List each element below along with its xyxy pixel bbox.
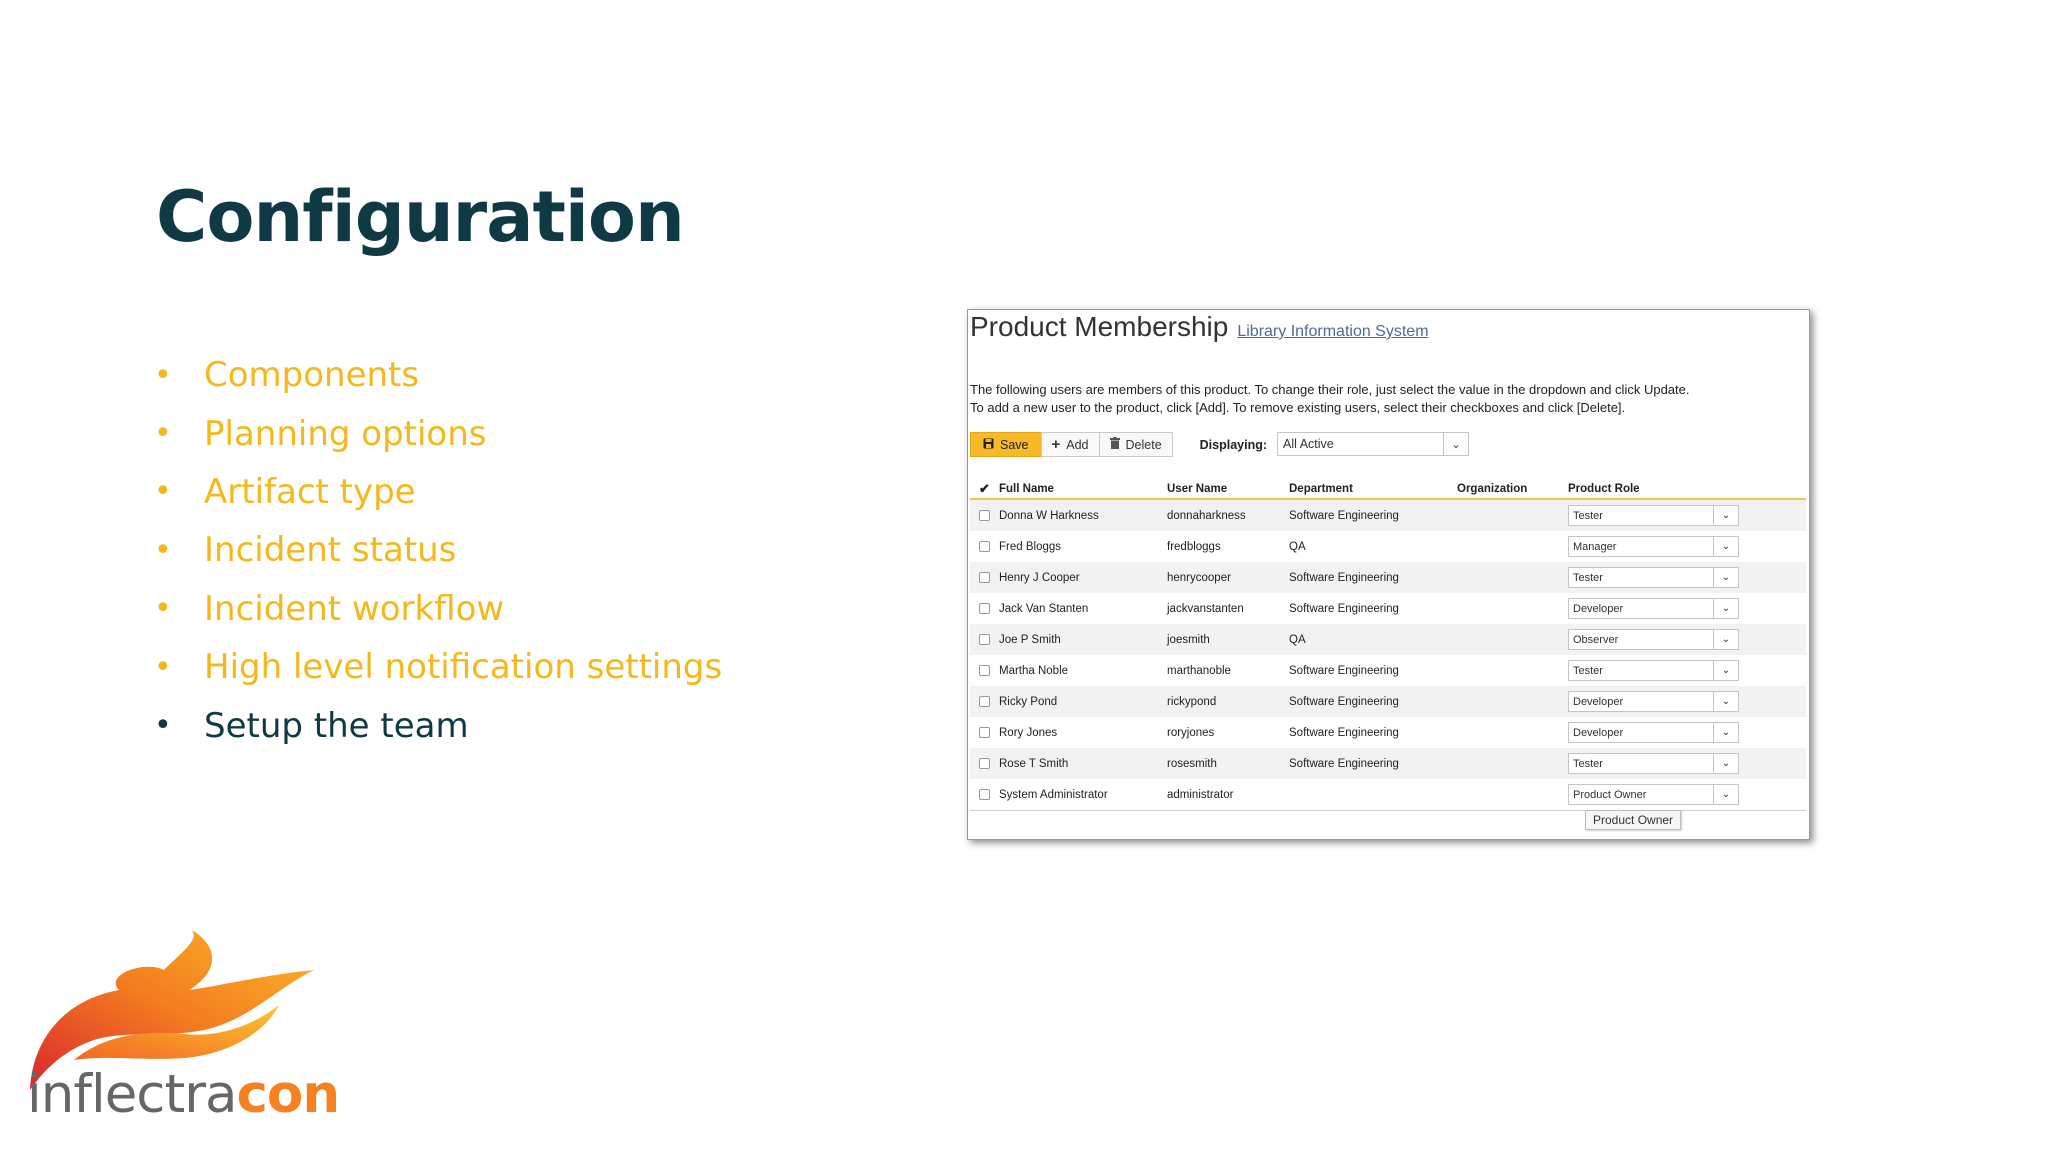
role-dropdown[interactable] [1568,753,1739,774]
cell-user-name: fredbloggs [1167,540,1221,553]
role-dropdown[interactable] [1568,784,1739,805]
bullet-item [154,521,722,579]
table-row [970,593,1806,624]
logo-text-main: inflectra [27,1064,237,1125]
bullet-label: Incident workflow [204,588,505,629]
table-row [970,717,1806,748]
bullet-item [154,463,722,521]
members-table [970,480,1806,811]
col-full-name[interactable]: Full Name [999,483,1054,495]
cell-user-name: rosesmith [1167,757,1217,770]
bullet-label: Setup the team [204,705,469,746]
table-row [970,686,1806,717]
checkmark-icon[interactable]: ✔ [979,481,990,496]
row-checkbox[interactable] [979,634,990,645]
chevron-down-icon: ⌄ [1713,785,1738,804]
logo-text-accent: con [236,1064,340,1125]
cell-department: Software Engineering [1289,664,1399,677]
logo-wordmark [27,1064,340,1125]
cell-department: Software Engineering [1289,695,1399,708]
save-label: Save [1000,437,1029,452]
chevron-down-icon: ⌄ [1713,692,1738,711]
add-button[interactable] [1041,432,1100,457]
cell-user-name: rickypond [1167,695,1217,708]
role-value: Tester [1573,757,1603,770]
add-label: Add [1066,437,1089,452]
row-checkbox[interactable] [979,665,990,676]
chevron-down-icon: ⌄ [1713,537,1738,556]
bullet-label: High level notification settings [204,647,723,688]
plus-icon: + [1051,436,1061,453]
table-row [970,500,1806,531]
bullet-marker: • [154,649,172,685]
bullet-item [154,404,722,462]
bullet-marker: • [154,474,172,510]
role-value: Developer [1573,695,1624,708]
cell-full-name: Rory Jones [999,726,1058,739]
cell-full-name: Joe P Smith [999,633,1061,646]
role-dropdown[interactable] [1568,722,1739,743]
table-row [970,748,1806,779]
chevron-down-icon: ⌄ [1713,568,1738,587]
table-row [970,562,1806,593]
bullet-marker: • [154,416,172,452]
cell-user-name: marthanoble [1167,664,1231,677]
cell-user-name: henrycooper [1167,571,1231,584]
role-value: Tester [1573,509,1603,522]
role-value: Developer [1573,602,1624,615]
cell-full-name: Ricky Pond [999,695,1058,708]
cell-full-name: Fred Bloggs [999,540,1062,553]
row-checkbox[interactable] [979,541,990,552]
cell-full-name: Rose T Smith [999,757,1069,770]
bullet-item-active [154,696,722,754]
delete-button[interactable] [1099,432,1173,457]
bullet-item [154,580,722,638]
row-checkbox[interactable] [979,789,990,800]
bullet-marker: • [154,357,172,393]
row-checkbox[interactable] [979,696,990,707]
table-row [970,624,1806,655]
role-dropdown[interactable] [1568,660,1739,681]
cell-user-name: joesmith [1167,633,1210,646]
cell-department: QA [1289,633,1306,646]
bullet-label: Incident status [204,530,457,571]
bullet-marker: • [154,591,172,627]
chevron-down-icon: ⌄ [1713,661,1738,680]
bullet-item [154,346,722,404]
cell-user-name: roryjones [1167,726,1215,739]
save-button[interactable] [970,432,1042,457]
product-membership-panel [967,309,1810,840]
role-tooltip: Product Owner [1585,810,1681,830]
role-dropdown[interactable] [1568,567,1739,588]
role-value: Manager [1573,540,1617,553]
row-checkbox[interactable] [979,510,990,521]
cell-department: Software Engineering [1289,757,1399,770]
cell-department: Software Engineering [1289,571,1399,584]
cell-department: Software Engineering [1289,726,1399,739]
bullet-label: Planning options [204,413,487,454]
role-value: Product Owner [1573,788,1647,801]
bullet-label: Artifact type [204,471,416,512]
row-checkbox[interactable] [979,572,990,583]
cell-user-name: donnaharkness [1167,509,1246,522]
cell-full-name: Donna W Harkness [999,509,1099,522]
chevron-down-icon: ⌄ [1443,433,1468,455]
table-header [970,480,1806,500]
chevron-down-icon: ⌄ [1713,599,1738,618]
role-dropdown[interactable] [1568,536,1739,557]
role-dropdown[interactable] [1568,691,1739,712]
role-value: Observer [1573,633,1619,646]
cell-full-name: Jack Van Stanten [999,602,1089,615]
panel-header [970,311,1429,343]
product-link[interactable]: Library Information System [1237,323,1429,340]
role-value: Tester [1573,571,1603,584]
col-department[interactable]: Department [1289,483,1353,495]
table-row [970,531,1806,562]
bullet-marker: • [154,708,172,744]
cell-department: Software Engineering [1289,509,1399,522]
bullet-item [154,638,722,696]
cell-full-name: Henry J Cooper [999,571,1080,584]
chevron-down-icon: ⌄ [1713,754,1738,773]
instructions-line: The following users are members of this product. To change their role, just select the value in the dropdown and click Update. [970,382,1690,397]
table-row [970,779,1806,810]
role-dropdown[interactable] [1568,505,1739,526]
page-title: Product Membership [970,311,1229,342]
chevron-down-icon: ⌄ [1713,723,1738,742]
role-value: Developer [1573,726,1624,739]
displaying-label: Displaying: [1199,437,1268,452]
cell-full-name: System Administrator [999,788,1108,801]
slide-title: Configuration [156,176,684,258]
row-checkbox[interactable] [979,727,990,738]
cell-user-name: jackvanstanten [1167,602,1244,615]
cell-department: Software Engineering [1289,602,1399,615]
bullet-marker: • [154,532,172,568]
floppy-disk-icon [983,438,994,452]
cell-department: QA [1289,540,1306,553]
trash-icon [1110,437,1120,452]
instructions [970,381,1689,417]
table-row [970,655,1806,686]
col-product-role[interactable]: Product Role [1568,483,1640,495]
cell-full-name: Martha Noble [999,664,1069,677]
chevron-down-icon: ⌄ [1713,506,1738,525]
role-dropdown[interactable] [1568,629,1739,650]
displaying-value: All Active [1283,437,1334,451]
displaying-select[interactable] [1277,432,1469,456]
row-checkbox[interactable] [979,603,990,614]
bullet-label: Components [204,355,420,396]
col-user-name[interactable]: User Name [1167,483,1228,495]
row-checkbox[interactable] [979,758,990,769]
role-dropdown[interactable] [1568,598,1739,619]
cell-user-name: administrator [1167,788,1234,801]
role-value: Tester [1573,664,1603,677]
instructions-line: To add a new user to the product, click [Add]. To remove existing users, select their checkboxes and click [Delete]. [970,400,1626,415]
chevron-down-icon: ⌄ [1713,630,1738,649]
toolbar [970,432,1469,457]
bullet-list [154,346,722,755]
col-organization[interactable]: Organization [1457,483,1528,495]
delete-label: Delete [1125,437,1162,452]
